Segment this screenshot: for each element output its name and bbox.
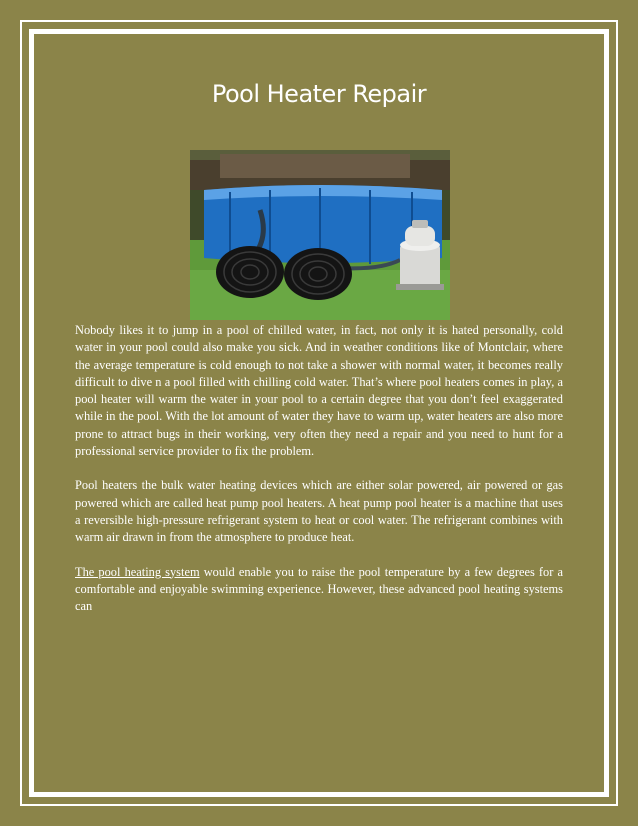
paragraph-intro: Nobody likes it to jump in a pool of chilled water, in fact, not only it is hated personally, cold water in your pool could also make you sick. And in weather conditions like of Montclair, where the average temperature is cold enough to not take a shower with normal water, it becomes really difficult to dive n a pool filled with chilling cold water. That’s where pool heaters comes in play, a pool heater will warm the water in your pool to a certain degree that you don’t feel exaggerated while in the pool. With the lot amount of water they have to warm up, water heaters are also more prone to attract bugs in their working, very often they need a repair and you need to hunt for a professional service provider to fix the problem. <box>75 323 563 459</box>
paragraph-heating-system-text: would enable you to raise the pool temperature by a few degrees for a comfortable and enjoyable swimming experience. However, these advanced pool heating systems can <box>75 564 563 614</box>
pool-heater-photo <box>190 150 450 320</box>
pool-heating-system-link[interactable]: The pool heating system <box>75 564 200 579</box>
paragraph-heat-pumps: Pool heaters the bulk water heating devices which are either solar powered, air powered or gas powered which are called heat pump pool heaters. A heat pump pool heater is a machine that uses a reversible high-pressure refrigerant system to heat or cool water. The refrigerant combines with warm air drawn in from the atmosphere to produce heat. <box>75 478 563 545</box>
paragraph-heating-system <box>75 564 563 616</box>
article-body <box>75 322 563 632</box>
page-title: Pool Heater Repair <box>211 80 427 108</box>
